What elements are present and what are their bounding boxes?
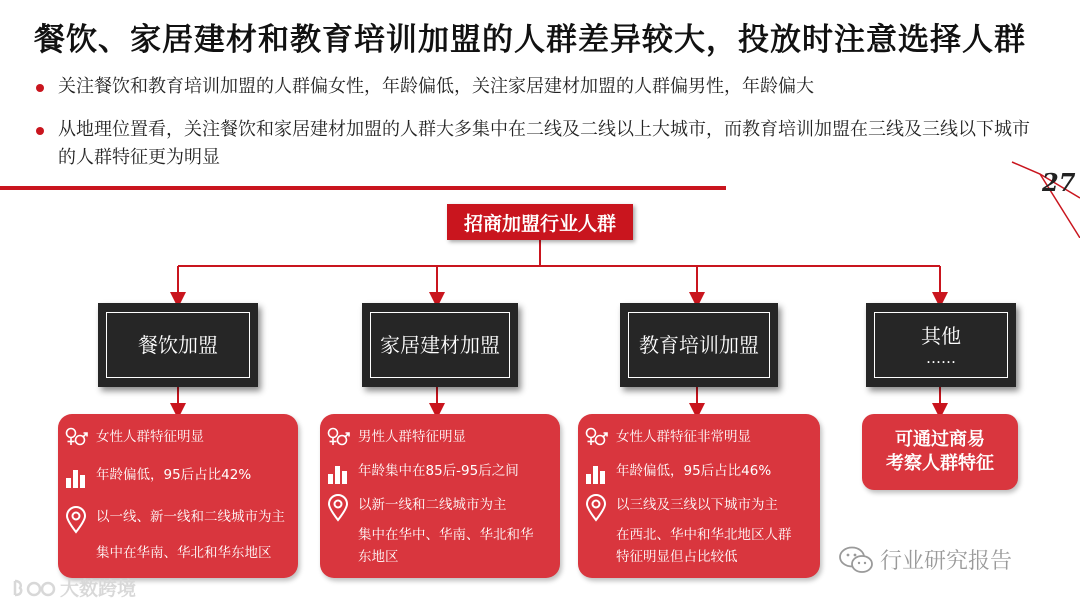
bullet-item (36, 73, 996, 101)
bullet-dot (36, 84, 44, 92)
card-location-text: 以一线、新一线和二线城市为主 (96, 509, 285, 525)
category-label: 餐饮加盟 (138, 333, 218, 357)
card-gender-text: 女性人群特征非常明显 (616, 429, 751, 445)
root-node: 招商加盟行业人群 (447, 204, 633, 240)
category-sub: …… (926, 349, 956, 367)
card-age-text: 年龄偏低，95后占比46% (616, 463, 772, 479)
bullet-item (36, 116, 1036, 172)
bar-chart-icon (64, 464, 86, 488)
category-catering (98, 303, 258, 387)
card-education (578, 414, 820, 578)
watermark-right (838, 544, 1012, 575)
card-age-text: 年龄偏低，95后占比42% (96, 467, 252, 483)
page-title: 餐饮、家居建材和教育培训加盟的人群差异较大，投放时注意选择人群 (34, 22, 1026, 58)
page-number: 27 (1042, 168, 1076, 197)
divider-bar (0, 186, 726, 190)
card-catering (58, 414, 298, 578)
location-pin-icon (584, 494, 606, 518)
category-label: 其他 (921, 324, 961, 348)
location-pin-icon (326, 494, 348, 518)
bullet-dot (36, 127, 44, 135)
category-education (620, 303, 778, 387)
gender-icon (326, 426, 348, 450)
card-gender-text: 女性人群特征明显 (96, 429, 204, 445)
card-location-text: 以三线及三线以下城市为主 (616, 497, 778, 513)
card-other (862, 414, 1018, 490)
bar-chart-icon (584, 460, 606, 484)
card-location-text: 以新一线和二线城市为主 (358, 497, 507, 513)
watermark-right-text: 行业研究报告 (880, 549, 1013, 574)
gender-icon (64, 426, 86, 450)
card-gender-text: 男性人群特征明显 (358, 429, 466, 445)
card-region-text: 集中在华中、华南、华北和华东地区 (358, 527, 534, 565)
bullet-text: 从地理位置看，关注餐饮和家居建材加盟的人群大多集中在二线及二线以上大城市，而教育培训加盟在三线及三线以下城市的人群特征更为明显 (58, 119, 1030, 168)
other-line-1: 可通过商易 (895, 429, 985, 450)
category-other (866, 303, 1016, 387)
card-region-text: 集中在华南、华北和华东地区 (96, 545, 272, 561)
location-pin-icon (64, 506, 86, 530)
card-home-building (320, 414, 560, 578)
bullet-text: 关注餐饮和教育培训加盟的人群偏女性，年龄偏低，关注家居建材加盟的人群偏男性，年龄偏大 (58, 76, 814, 97)
category-label: 教育培训加盟 (639, 333, 759, 357)
card-age-text: 年龄集中在85后-95后之间 (358, 463, 519, 479)
gender-icon (584, 426, 606, 450)
card-region-text: 在西北、华中和华北地区人群特征明显但占比较低 (616, 527, 792, 565)
wechat-icon (838, 545, 874, 575)
watermark-left-text: 大数跨境 (60, 578, 137, 600)
watermark-left (12, 574, 136, 601)
page-number-badge (1010, 160, 1080, 238)
other-line-2: 考察人群特征 (886, 453, 994, 474)
category-home-building (362, 303, 518, 387)
brand-logo-icon (12, 577, 56, 599)
category-label: 家居建材加盟 (380, 333, 500, 357)
bar-chart-icon (326, 460, 348, 484)
